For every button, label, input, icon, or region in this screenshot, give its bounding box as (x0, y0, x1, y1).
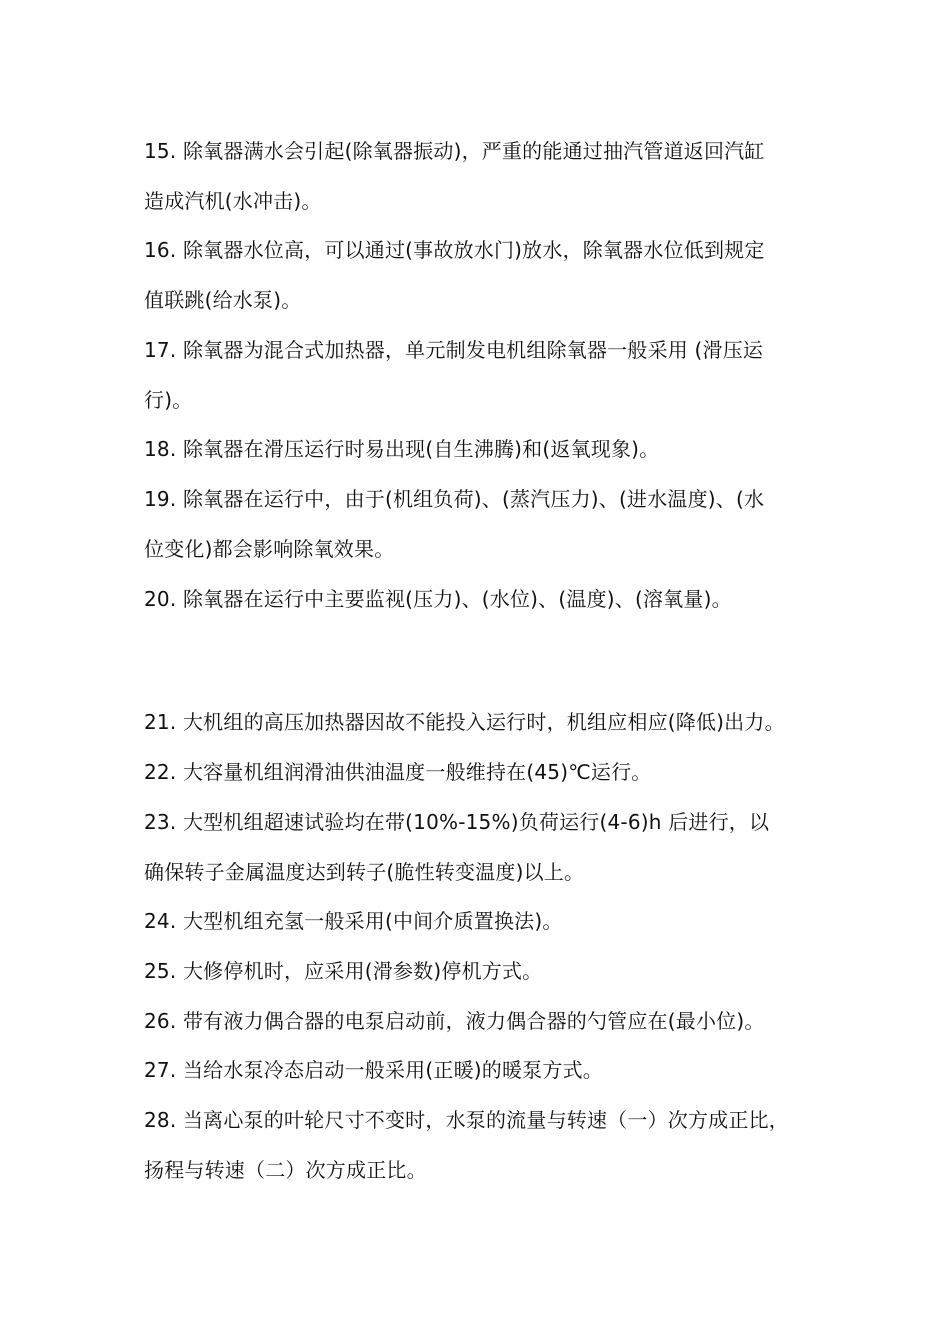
question-15-line-1: 15. 除氧器满水会引起(除氧器振动)，严重的能通过抽汽管道返回汽缸 (144, 139, 765, 163)
question-19 (144, 474, 824, 574)
question-27 (144, 1045, 824, 1095)
question-25-line-1: 25. 大修停机时，应采用(滑参数)停机方式。 (144, 959, 543, 983)
question-17-line-1: 17. 除氧器为混合式加热器，单元制发电机组除氧器一般采用 (滑压运 (144, 338, 764, 362)
question-16-line-2: 值联跳(给水泵)。 (144, 288, 302, 312)
question-23-line-2: 确保转子金属温度达到转子(脆性转变温度)以上。 (144, 860, 585, 884)
question-23 (144, 797, 824, 897)
question-18 (144, 424, 824, 474)
question-17 (144, 325, 824, 425)
question-21-line-1: 21. 大机组的高压加热器因故不能投入运行时，机组应相应(降低)出力。 (144, 710, 785, 734)
question-15-line-2: 造成汽机(水冲击)。 (144, 189, 322, 213)
question-26-line-1: 26. 带有液力偶合器的电泵启动前，液力偶合器的勺管应在(最小位)。 (144, 1009, 765, 1033)
question-23-line-1: 23. 大型机组超速试验均在带(10%-15%)负荷运行(4-6)h 后进行，以 (144, 810, 770, 834)
question-28-line-2: 扬程与转速（二）次方成正比。 (144, 1158, 427, 1182)
question-28 (144, 1095, 824, 1195)
question-27-line-1: 27. 当给水泵冷态启动一般采用(正暖)的暖泵方式。 (144, 1058, 603, 1082)
question-19-line-1: 19. 除氧器在运行中，由于(机组负荷)、(蒸汽压力)、(进水温度)、(水 (144, 487, 765, 511)
question-20 (144, 574, 824, 624)
question-28-line-1: 28. 当离心泵的叶轮尺寸不变时，水泵的流量与转速（一）次方成正比， (144, 1108, 789, 1132)
question-18-line-1: 18. 除氧器在滑压运行时易出现(自生沸腾)和(返氧现象)。 (144, 437, 660, 461)
question-21 (144, 697, 824, 747)
question-16-line-1: 16. 除氧器水位高，可以通过(事故放水门)放水，除氧器水位低到规定 (144, 238, 765, 262)
question-24 (144, 896, 824, 946)
question-22-line-1: 22. 大容量机组润滑油供油温度一般维持在(45)℃运行。 (144, 760, 652, 784)
question-17-line-2: 行)。 (144, 388, 193, 412)
question-22 (144, 747, 824, 797)
question-19-line-2: 位变化)都会影响除氧效果。 (144, 537, 395, 561)
question-25 (144, 946, 824, 996)
question-16 (144, 225, 824, 325)
question-24-line-1: 24. 大型机组充氢一般采用(中间介质置换法)。 (144, 909, 563, 933)
question-20-line-1: 20. 除氧器在运行中主要监视(压力)、(水位)、(温度)、(溶氧量)。 (144, 587, 732, 611)
question-26 (144, 996, 824, 1046)
question-15 (144, 126, 824, 226)
